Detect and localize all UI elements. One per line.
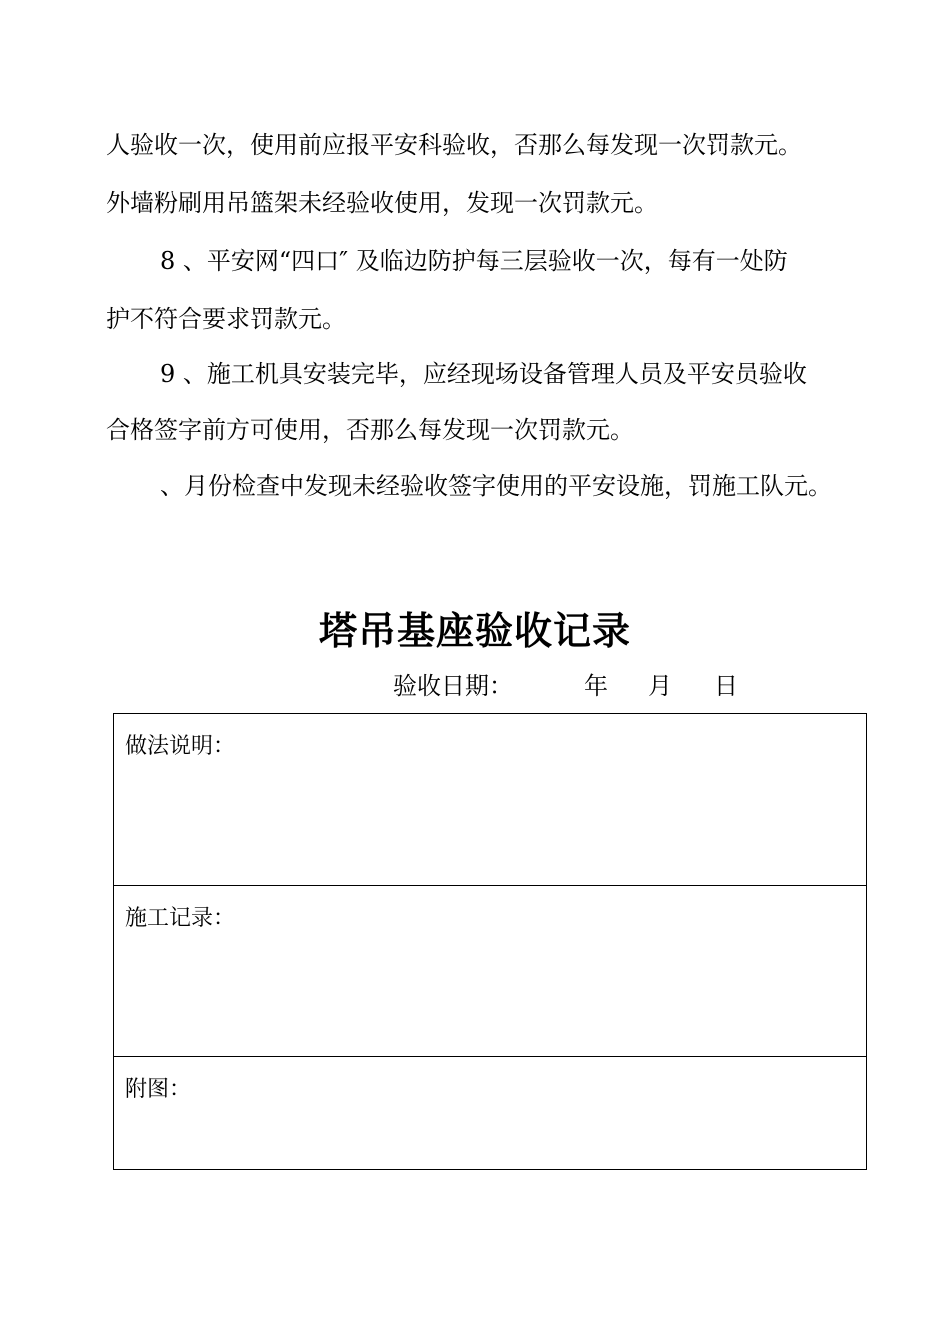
- body-paragraph-line: 外墙粉刷用吊篮架未经验收使用，发现一次罚款元。: [106, 189, 658, 217]
- form-title: 塔吊基座验收记录: [318, 608, 631, 653]
- body-paragraph-line: 人验收一次，使用前应报平安科验收，否那么每发现一次罚款元。: [106, 131, 802, 159]
- body-paragraph-line: 9 、施工机具安装完毕，应经现场设备管理人员及平安员验收: [160, 360, 807, 388]
- day-label: 日: [714, 672, 738, 700]
- inspection-date-label: 验收日期：: [393, 672, 513, 700]
- year-label: 年: [584, 672, 608, 700]
- construction-record-cell[interactable]: [114, 886, 866, 1057]
- body-paragraph-line: 8 、平安网“四口″ 及临边防护每三层验收一次，每有一处防: [160, 247, 788, 275]
- body-paragraph-line: 护不符合要求罚款元。: [106, 305, 346, 333]
- method-description-cell[interactable]: [114, 714, 866, 886]
- body-paragraph-line: 合格签字前方可使用，否那么每发现一次罚款元。: [106, 416, 634, 444]
- attached-drawing-cell[interactable]: [114, 1057, 866, 1169]
- construction-record-label: 施工记录：: [125, 906, 236, 931]
- body-paragraph-line: 、月份检查中发现未经验收签字使用的平安设施，罚施工队元。: [160, 472, 832, 500]
- attached-drawing-label: 附图：: [125, 1077, 192, 1102]
- inspection-record-table: [113, 713, 867, 1170]
- method-description-label: 做法说明：: [125, 734, 236, 759]
- month-label: 月: [648, 672, 672, 700]
